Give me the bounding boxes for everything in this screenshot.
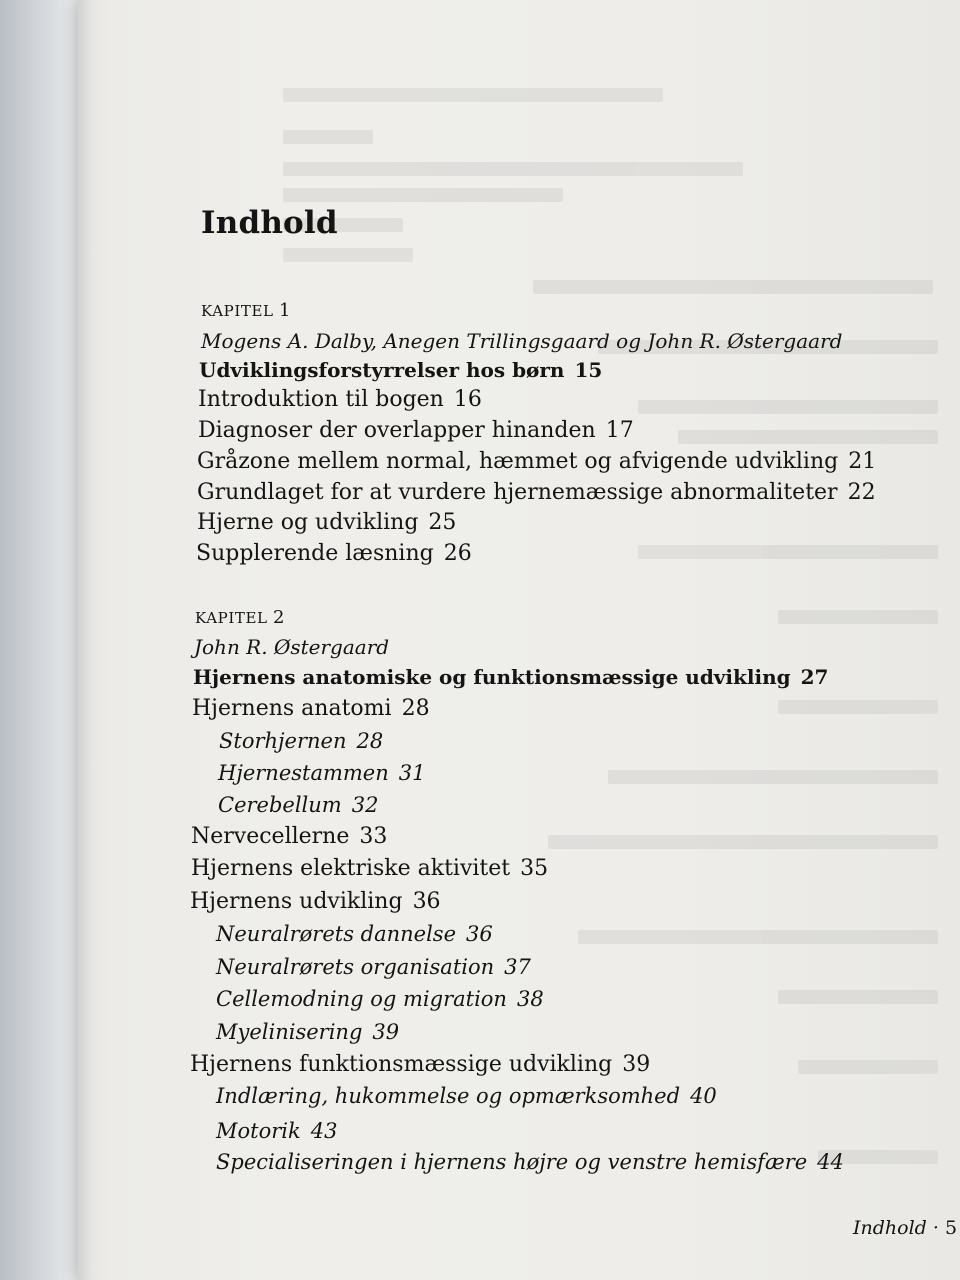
chapter-2-authors: John R. Østergaard — [194, 635, 390, 659]
toc-entry-page: 33 — [359, 824, 388, 849]
toc-entry-page: 16 — [453, 387, 482, 412]
toc-entry-text: Nervecellerne — [191, 824, 350, 849]
toc-entry — [191, 858, 548, 880]
toc-entry-text: Storhjernen — [219, 729, 347, 753]
running-footer — [853, 1217, 957, 1239]
toc-entry — [190, 1054, 650, 1076]
toc-entry-page: 37 — [504, 955, 531, 979]
toc-entry — [198, 420, 634, 442]
toc-entry-page: 44 — [817, 1150, 844, 1174]
toc-entry-page: 40 — [690, 1084, 717, 1108]
toc-entry — [192, 698, 430, 720]
toc-entry-page: 25 — [428, 510, 457, 535]
toc-entry — [196, 543, 472, 565]
toc-subentry — [216, 957, 531, 978]
kapitel-label: KAPITEL — [201, 302, 274, 320]
toc-entry-text: Indlæring, hukommelse og opmærksomhed — [216, 1084, 681, 1108]
toc-entry-text: Motorik — [216, 1119, 301, 1143]
toc-entry-text: Neuralrørets organisation — [216, 955, 495, 979]
toc-subentry — [216, 924, 493, 945]
toc-entry-page: 32 — [351, 793, 379, 817]
toc-entry-text: Supplerende læsning — [196, 541, 434, 566]
chapter-1-authors: Mogens A. Dalby, Anegen Trillingsgaard og John R. Østergaard — [201, 329, 843, 353]
kapitel-label: KAPITEL — [195, 609, 268, 627]
chapter-title-page: 15 — [574, 358, 603, 382]
chapter-title-text: Hjernens anatomiske og funktionsmæssige udvikling — [193, 665, 791, 689]
toc-subentry — [218, 763, 426, 784]
toc-subentry — [216, 989, 544, 1010]
toc-entry — [197, 451, 876, 473]
table-of-contents — [78, 0, 960, 1280]
toc-entry-page: 17 — [605, 418, 634, 443]
footer-separator: · — [932, 1217, 939, 1239]
toc-subentry — [216, 1152, 844, 1173]
toc-entry-page: 39 — [372, 1020, 400, 1044]
toc-entry-text: Grundlaget for at vurdere hjernemæssige abnormaliteter — [197, 480, 838, 505]
toc-entry-text: Hjernens elektriske aktivitet — [191, 856, 511, 881]
toc-subentry — [219, 731, 383, 752]
toc-entry-text: Hjerne og udvikling — [197, 510, 419, 535]
toc-entry-page: 38 — [516, 987, 544, 1011]
toc-entry-page: 26 — [443, 541, 472, 566]
toc-entry-text: Hjernens funktionsmæssige udvikling — [190, 1052, 613, 1077]
toc-entry-page: 28 — [401, 696, 430, 721]
toc-subentry — [216, 1086, 717, 1107]
toc-entry — [197, 512, 456, 534]
toc-entry — [198, 389, 482, 411]
toc-entry-page: 39 — [622, 1052, 651, 1077]
toc-entry-page: 35 — [520, 856, 549, 881]
page-number: 5 — [944, 1217, 958, 1239]
kapitel-number: 1 — [278, 300, 291, 321]
toc-entry-page: 21 — [848, 449, 877, 474]
chapter-2-title — [193, 667, 828, 687]
chapter-1-title — [199, 360, 602, 380]
chapter-title-text: Udviklingsforstyrrelser hos børn — [199, 358, 565, 382]
toc-entry-text: Myelinisering — [216, 1020, 363, 1044]
chapter-2-label — [195, 609, 284, 627]
toc-entry-page: 31 — [398, 761, 426, 785]
toc-entry — [191, 826, 387, 848]
toc-entry-page: 43 — [310, 1119, 338, 1143]
toc-entry-text: Specialiseringen i hjernens højre og venstre hemisfære — [216, 1150, 808, 1174]
toc-entry — [190, 891, 441, 913]
toc-entry-text: Neuralrørets dannelse — [216, 922, 457, 946]
toc-subentry — [218, 795, 378, 816]
kapitel-number: 2 — [272, 607, 285, 628]
chapter-title-page: 27 — [800, 665, 829, 689]
toc-entry-text: Diagnoser der overlapper hinanden — [198, 418, 596, 443]
toc-subentry — [216, 1121, 337, 1142]
toc-entry-text: Hjernens anatomi — [192, 696, 392, 721]
toc-entry-page: 36 — [412, 889, 441, 914]
toc-entry-text: Hjernestammen — [218, 761, 389, 785]
toc-entry-text: Cellemodning og migration — [216, 987, 507, 1011]
page-heading: Indhold — [201, 205, 338, 241]
chapter-1-label — [201, 302, 290, 320]
toc-entry-text: Hjernens udvikling — [190, 889, 403, 914]
footer-label: Indhold — [853, 1217, 927, 1239]
toc-entry-page: 22 — [847, 480, 876, 505]
toc-entry — [197, 482, 876, 504]
toc-entry-page: 28 — [356, 729, 384, 753]
toc-entry-text: Gråzone mellem normal, hæmmet og afvigende udvikling — [197, 449, 839, 474]
toc-entry-text: Introduktion til bogen — [198, 387, 444, 412]
toc-subentry — [216, 1022, 399, 1043]
book-page — [78, 0, 960, 1280]
toc-entry-page: 36 — [466, 922, 493, 946]
toc-entry-text: Cerebellum — [218, 793, 342, 817]
